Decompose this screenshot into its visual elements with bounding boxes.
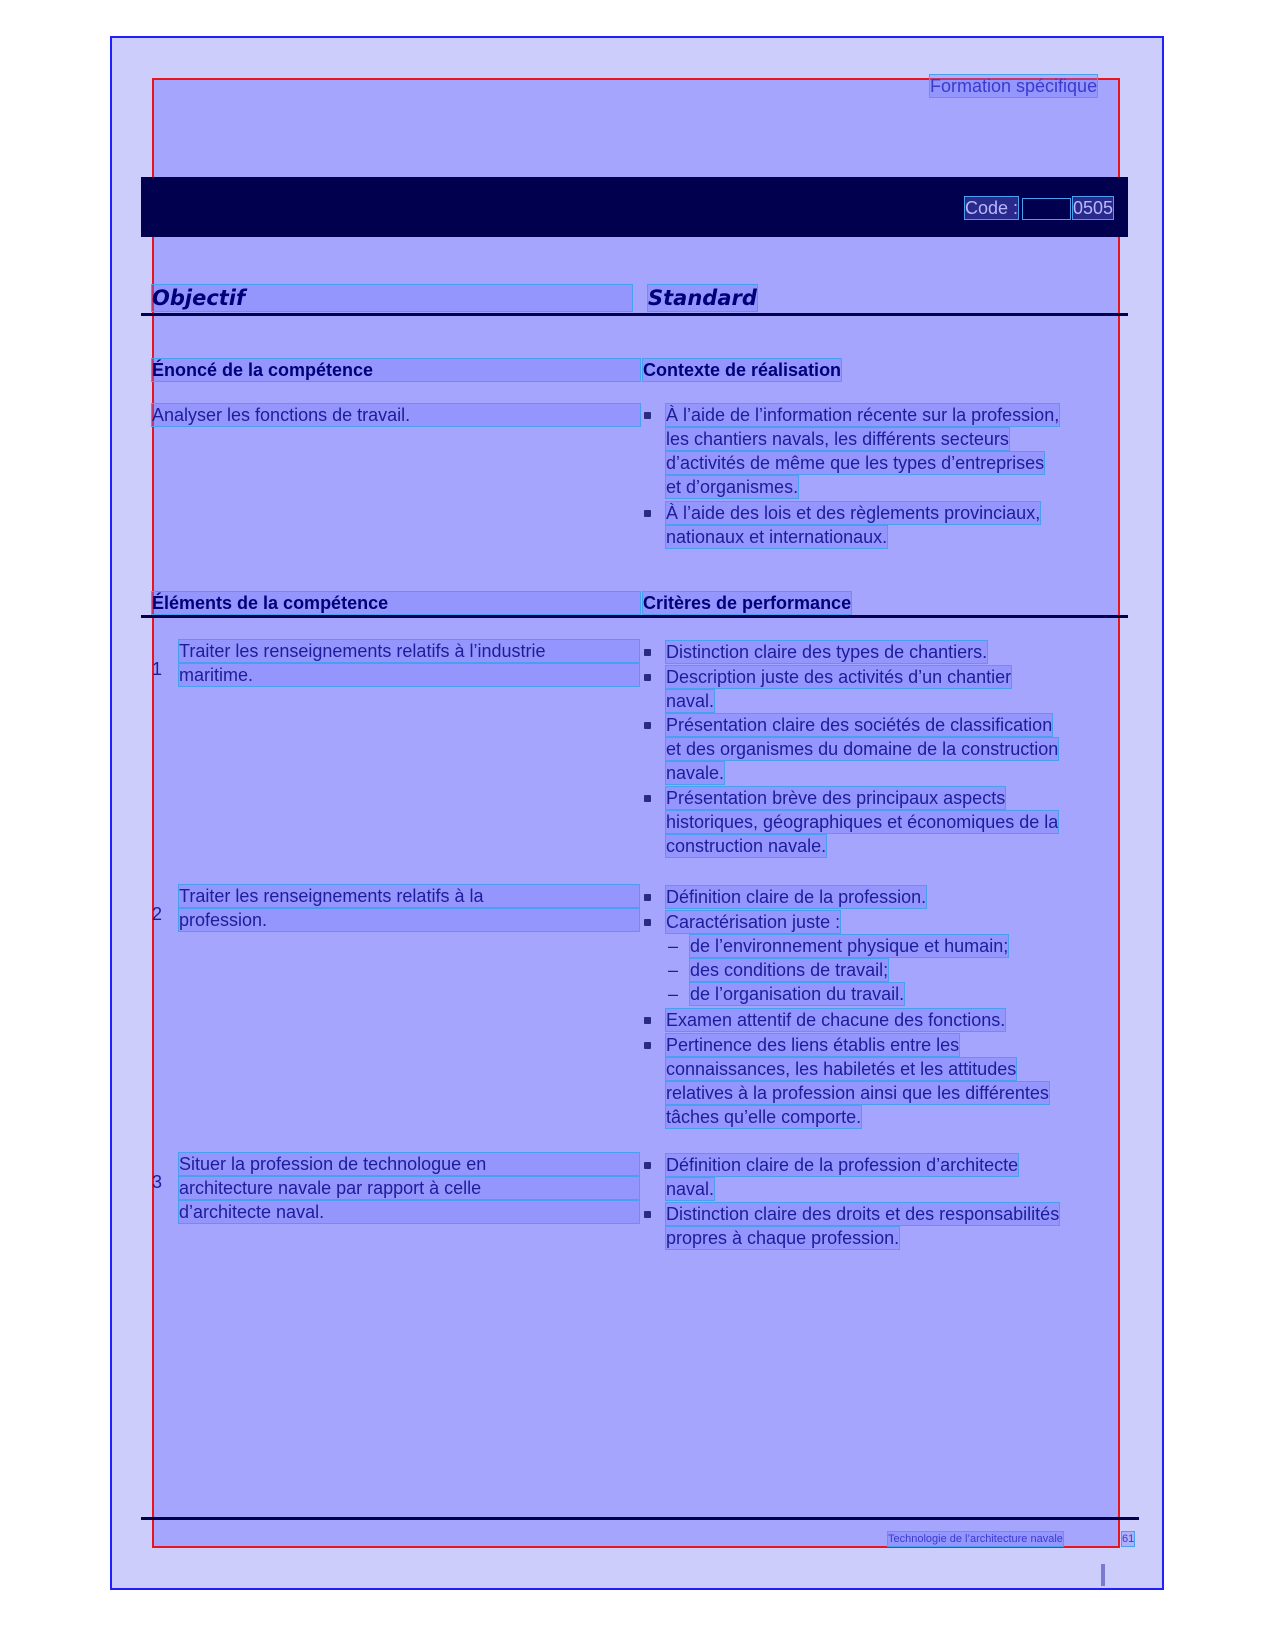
elements-heading: Éléments de la compétence	[152, 592, 640, 614]
criterion-line: construction navale.	[666, 836, 827, 856]
criterion-line: historiques, géographiques et économiques de la	[666, 812, 1059, 832]
bullet	[644, 1017, 651, 1024]
element-line: Traiter les renseignements relatifs à la	[179, 885, 639, 907]
contexte-heading: Contexte de réalisation	[643, 360, 842, 380]
sub-criterion: de l’organisation du travail.	[690, 984, 905, 1004]
element-number: 3	[152, 1172, 163, 1192]
element-line: maritime.	[179, 664, 639, 686]
bullet	[644, 412, 651, 419]
contexte-line: À l’aide des lois et des règlements provinciaux,	[666, 503, 1041, 523]
bullet	[644, 1162, 651, 1169]
objectif-heading: Objectif	[152, 285, 632, 311]
contexte-line: d’activités de même que les types d’entreprises	[666, 453, 1045, 473]
sub-dash: –	[668, 984, 679, 1004]
element-number: 1	[152, 659, 163, 679]
criterion-line: Caractérisation juste :	[666, 912, 841, 932]
contexte-line: À l’aide de l’information récente sur la profession,	[666, 405, 1060, 425]
criterion-line: propres à chaque profession.	[666, 1228, 900, 1248]
bullet	[644, 649, 651, 656]
criterion-line: naval.	[666, 691, 715, 711]
footer-page-number: 61	[1122, 1533, 1135, 1545]
bullet	[644, 1211, 651, 1218]
bullet	[644, 674, 651, 681]
criterion-line: Description juste des activités d’un chantier	[666, 667, 1012, 687]
criterion-line: relatives à la profession ainsi que les différentes	[666, 1083, 1049, 1103]
criterion-line: Présentation claire des sociétés de classification	[666, 715, 1053, 735]
bullet	[644, 795, 651, 802]
criterion-line: Pertinence des liens établis entre les	[666, 1035, 960, 1055]
rule-top	[141, 313, 1128, 316]
criterion-line: Distinction claire des types de chantiers.	[666, 642, 988, 662]
criterion-line: navale.	[666, 763, 725, 783]
criterion-line: et des organismes du domaine de la construction	[666, 739, 1059, 759]
element-line: Situer la profession de technologue en	[179, 1153, 639, 1175]
criterion-line: Présentation brève des principaux aspects	[666, 788, 1006, 808]
element-line: profession.	[179, 909, 639, 931]
criterion-line: naval.	[666, 1179, 715, 1199]
sub-criterion: des conditions de travail;	[690, 960, 889, 980]
criterion-line: Distinction claire des droits et des responsabilités	[666, 1204, 1060, 1224]
footer-title: Technologie de l’architecture navale	[888, 1533, 1063, 1545]
bullet	[644, 919, 651, 926]
sub-dash: –	[668, 960, 679, 980]
contexte-line: et d’organismes.	[666, 477, 799, 497]
footer-rule	[141, 1517, 1139, 1520]
element-line: architecture navale par rapport à celle	[179, 1177, 639, 1199]
bullet	[644, 1042, 651, 1049]
sub-criterion: de l’environnement physique et humain;	[690, 936, 1009, 956]
contexte-line: les chantiers navals, les différents secteurs	[666, 429, 1009, 449]
criterion-line: Définition claire de la profession d’architecte	[666, 1155, 1019, 1175]
element-line: Traiter les renseignements relatifs à l’industrie	[179, 640, 639, 662]
code-value: 0505	[1073, 198, 1114, 218]
bullet	[644, 894, 651, 901]
criteres-heading: Critères de performance	[643, 593, 852, 613]
element-number: 2	[152, 904, 163, 924]
enonce-text: Analyser les fonctions de travail.	[152, 404, 640, 426]
standard-heading: Standard	[648, 286, 757, 310]
rule-elements	[141, 615, 1128, 618]
bullet	[644, 510, 651, 517]
margin-mark	[1101, 1564, 1105, 1586]
code-box	[1023, 199, 1070, 219]
criterion-line: Examen attentif de chacune des fonctions.	[666, 1010, 1006, 1030]
contexte-line: nationaux et internationaux.	[666, 527, 888, 547]
element-line: d’architecte naval.	[179, 1201, 639, 1223]
criterion-line: connaissances, les habiletés et les attitudes	[666, 1059, 1017, 1079]
code-label: Code :	[965, 198, 1019, 218]
criterion-line: Définition claire de la profession.	[666, 887, 927, 907]
bullet	[644, 722, 651, 729]
formation-label: Formation spécifique	[930, 76, 1098, 96]
enonce-heading: Énoncé de la compétence	[152, 359, 640, 381]
sub-dash: –	[668, 936, 679, 956]
criterion-line: tâches qu’elle comporte.	[666, 1107, 862, 1127]
